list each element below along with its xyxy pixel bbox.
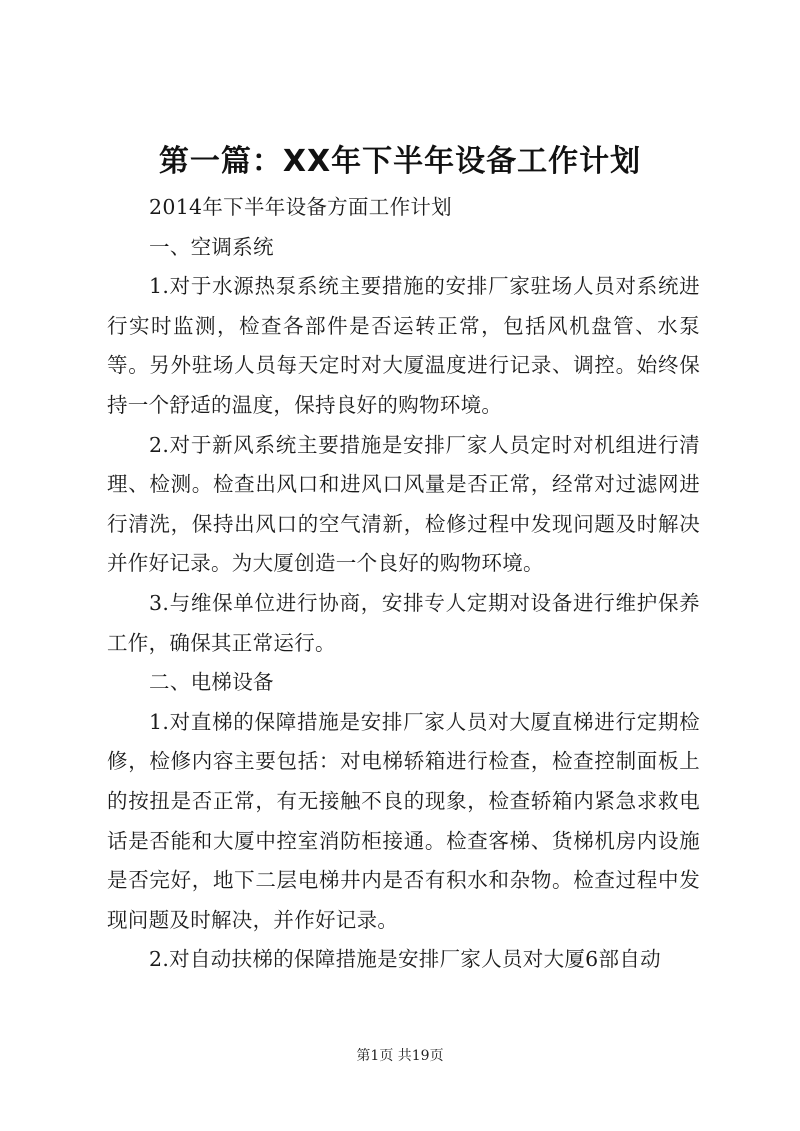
- body-paragraph: 2014年下半年设备方面工作计划: [149, 195, 452, 219]
- section-heading: 一、空调系统: [149, 234, 274, 259]
- body-paragraph: 2.对自动扶梯的保障措施是安排厂家人员对大厦6部自动: [149, 947, 661, 972]
- document-body: [107, 188, 700, 980]
- body-paragraph: 1.对于水源热泵系统主要措施的安排厂家驻场人员对系统进行实时监测，检查各部件是否运转正常，包括风机盘管、水泵等。另外驻场人员每天定时对大厦温度进行记录、调控。始终保持一个舒适的温度，保持良好的购物环境。: [107, 274, 700, 417]
- body-paragraph: 3.与维保单位进行协商，安排专人定期对设备进行维护保养工作，确保其正常运行。: [107, 590, 700, 655]
- section-heading: 二、电梯设备: [149, 670, 274, 695]
- document-title: 第一篇：XX年下半年设备工作计划: [158, 144, 642, 179]
- page-footer: 第1页 共19页: [356, 1048, 444, 1064]
- body-paragraph: 2.对于新风系统主要措施是安排厂家人员定时对机组进行清理、检测。检查出风口和进风口风量是否正常，经常对过滤网进行清洗，保持出风口的空气清新，检修过程中发现问题及时解决并作好记录。为大厦创造一个良好的购物环境。: [107, 432, 700, 576]
- body-paragraph: 1.对直梯的保障措施是安排厂家人员对大厦直梯进行定期检修，检修内容主要包括：对电梯轿箱进行检查，检查控制面板上的按扭是否正常，有无接触不良的现象，检查轿箱内紧急求救电话是否能和大厦中控室消防柜接通。检查客梯、货梯机房内设施是否完好，地下二层电梯井内是否有积水和杂物。检查过程中发现问题及时解决，并作好记录。: [107, 709, 700, 932]
